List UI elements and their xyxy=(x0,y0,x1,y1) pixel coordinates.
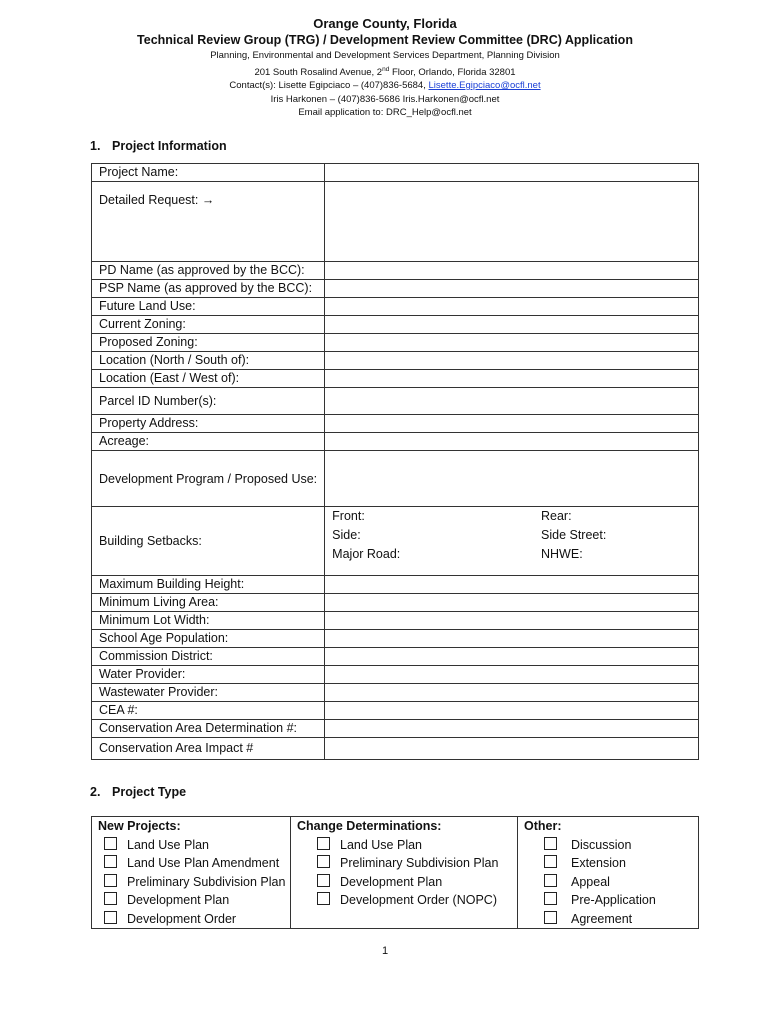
setback-rear-label: Rear: xyxy=(541,509,572,523)
header-title: Technical Review Group (TRG) / Development Review Committee (DRC) Application xyxy=(137,33,633,47)
option-cd-land-use-plan[interactable]: Land Use Plan xyxy=(297,836,517,855)
checkbox[interactable] xyxy=(544,837,557,850)
header-department: Planning, Environmental and Development Services Department, Planning Division xyxy=(210,50,560,61)
conservation-determination-field[interactable] xyxy=(325,720,699,738)
change-determinations-col xyxy=(291,817,518,929)
setback-nhwe-label: NHWE: xyxy=(541,547,583,561)
new-projects-col xyxy=(92,817,291,929)
section-1-heading: 1. Project Information xyxy=(90,139,227,153)
option-agreement[interactable]: Agreement xyxy=(524,910,698,929)
option-cd-development-plan[interactable]: Development Plan xyxy=(297,873,517,892)
project-name-field[interactable] xyxy=(325,164,699,182)
current-zoning-field[interactable] xyxy=(325,316,699,334)
row-label: Minimum Living Area: xyxy=(92,594,325,612)
checkbox[interactable] xyxy=(317,855,330,868)
checkbox[interactable] xyxy=(317,837,330,850)
option-land-use-plan-amendment[interactable]: Land Use Plan Amendment xyxy=(98,854,290,873)
row-label: PSP Name (as approved by the BCC): xyxy=(92,280,325,298)
setback-side-label: Side: xyxy=(332,528,361,542)
max-building-height-field[interactable] xyxy=(325,576,699,594)
option-cd-preliminary-subdivision-plan[interactable]: Preliminary Subdivision Plan xyxy=(297,854,517,873)
row-label: Future Land Use: xyxy=(92,298,325,316)
option-development-order[interactable]: Development Order xyxy=(98,910,290,929)
checkbox[interactable] xyxy=(104,837,117,850)
row-label: Water Provider: xyxy=(92,666,325,684)
checkbox[interactable] xyxy=(317,874,330,887)
psp-name-field[interactable] xyxy=(325,280,699,298)
row-label: Conservation Area Determination #: xyxy=(92,720,325,738)
school-age-population-field[interactable] xyxy=(325,630,699,648)
row-label: Maximum Building Height: xyxy=(92,576,325,594)
row-label: PD Name (as approved by the BCC): xyxy=(92,262,325,280)
row-label: School Age Population: xyxy=(92,630,325,648)
building-setbacks-field[interactable] xyxy=(325,507,699,576)
section-2-heading: 2. Project Type xyxy=(90,785,187,799)
row-label: Location (North / South of): xyxy=(92,352,325,370)
setback-front-label: Front: xyxy=(332,509,365,523)
row-label: Minimum Lot Width: xyxy=(92,612,325,630)
row-label: Current Zoning: xyxy=(92,316,325,334)
option-cd-development-order-nopc[interactable]: Development Order (NOPC) xyxy=(297,891,517,910)
checkbox[interactable] xyxy=(544,874,557,887)
row-label: Parcel ID Number(s): xyxy=(92,388,325,415)
location-ns-field[interactable] xyxy=(325,352,699,370)
future-land-use-field[interactable] xyxy=(325,298,699,316)
new-projects-heading: New Projects: xyxy=(98,819,181,833)
pd-name-field[interactable] xyxy=(325,262,699,280)
header-contact-1: Contact(s): Lisette Egipciaco – (407)836-5684, Lisette.Egipciaco@ocfl.net xyxy=(229,80,541,92)
header-address: 201 South Rosalind Avenue, 2nd Floor, Orlando, Florida 32801 xyxy=(254,65,516,78)
development-program-field[interactable] xyxy=(325,451,699,507)
header-contact-block xyxy=(0,49,770,120)
acreage-field[interactable] xyxy=(325,433,699,451)
parcel-id-field[interactable] xyxy=(325,388,699,415)
project-type-table xyxy=(91,816,699,929)
property-address-field[interactable] xyxy=(325,415,699,433)
row-label: Acreage: xyxy=(92,433,325,451)
row-label: Conservation Area Impact # xyxy=(92,738,325,760)
option-discussion[interactable]: Discussion xyxy=(524,836,698,855)
setback-major-road-label: Major Road: xyxy=(332,547,401,561)
checkbox[interactable] xyxy=(104,911,117,924)
checkbox[interactable] xyxy=(544,855,557,868)
checkbox[interactable] xyxy=(104,874,117,887)
other-heading: Other: xyxy=(524,819,562,833)
checkbox[interactable] xyxy=(104,892,117,905)
option-land-use-plan[interactable]: Land Use Plan xyxy=(98,836,290,855)
project-information-table xyxy=(91,163,699,760)
min-living-area-field[interactable] xyxy=(325,594,699,612)
header-submit-email: Email application to: DRC_Help@ocfl.net xyxy=(298,107,472,119)
setback-side-street-label: Side Street: xyxy=(541,528,607,542)
commission-district-field[interactable] xyxy=(325,648,699,666)
conservation-impact-field[interactable] xyxy=(325,738,699,760)
header-county: Orange County, Florida xyxy=(313,16,457,31)
water-provider-field[interactable] xyxy=(325,666,699,684)
detailed-request-field[interactable] xyxy=(325,182,699,262)
option-pre-application[interactable]: Pre-Application xyxy=(524,891,698,910)
row-label: CEA #: xyxy=(92,702,325,720)
row-label: Building Setbacks: xyxy=(92,507,325,576)
setbacks-grid xyxy=(332,507,691,564)
option-preliminary-subdivision-plan[interactable]: Preliminary Subdivision Plan xyxy=(98,873,290,892)
row-label: Detailed Request: → xyxy=(92,182,325,262)
checkbox[interactable] xyxy=(544,911,557,924)
row-label: Proposed Zoning: xyxy=(92,334,325,352)
row-label: Property Address: xyxy=(92,415,325,433)
row-label: Project Name: xyxy=(92,164,325,182)
row-label: Development Program / Proposed Use: xyxy=(92,451,325,507)
wastewater-provider-field[interactable] xyxy=(325,684,699,702)
option-development-plan[interactable]: Development Plan xyxy=(98,891,290,910)
page-number: 1 xyxy=(381,945,389,957)
proposed-zoning-field[interactable] xyxy=(325,334,699,352)
header-contact-2: Iris Harkonen – (407)836-5686 Iris.Harkonen@ocfl.net xyxy=(270,93,500,105)
row-label: Wastewater Provider: xyxy=(92,684,325,702)
row-label: Commission District: xyxy=(92,648,325,666)
location-ew-field[interactable] xyxy=(325,370,699,388)
min-lot-width-field[interactable] xyxy=(325,612,699,630)
checkbox[interactable] xyxy=(544,892,557,905)
cea-field[interactable] xyxy=(325,702,699,720)
setbacks-right-col xyxy=(541,507,691,564)
change-determinations-heading: Change Determinations: xyxy=(297,819,442,833)
checkbox[interactable] xyxy=(104,855,117,868)
other-col xyxy=(518,817,699,929)
setbacks-left-col xyxy=(332,507,400,564)
row-label: Location (East / West of): xyxy=(92,370,325,388)
checkbox[interactable] xyxy=(317,892,330,905)
contact-email-link[interactable]: Lisette.Egipciaco@ocfl.net xyxy=(428,80,541,92)
option-extension[interactable]: Extension xyxy=(524,854,698,873)
option-appeal[interactable]: Appeal xyxy=(524,873,698,892)
